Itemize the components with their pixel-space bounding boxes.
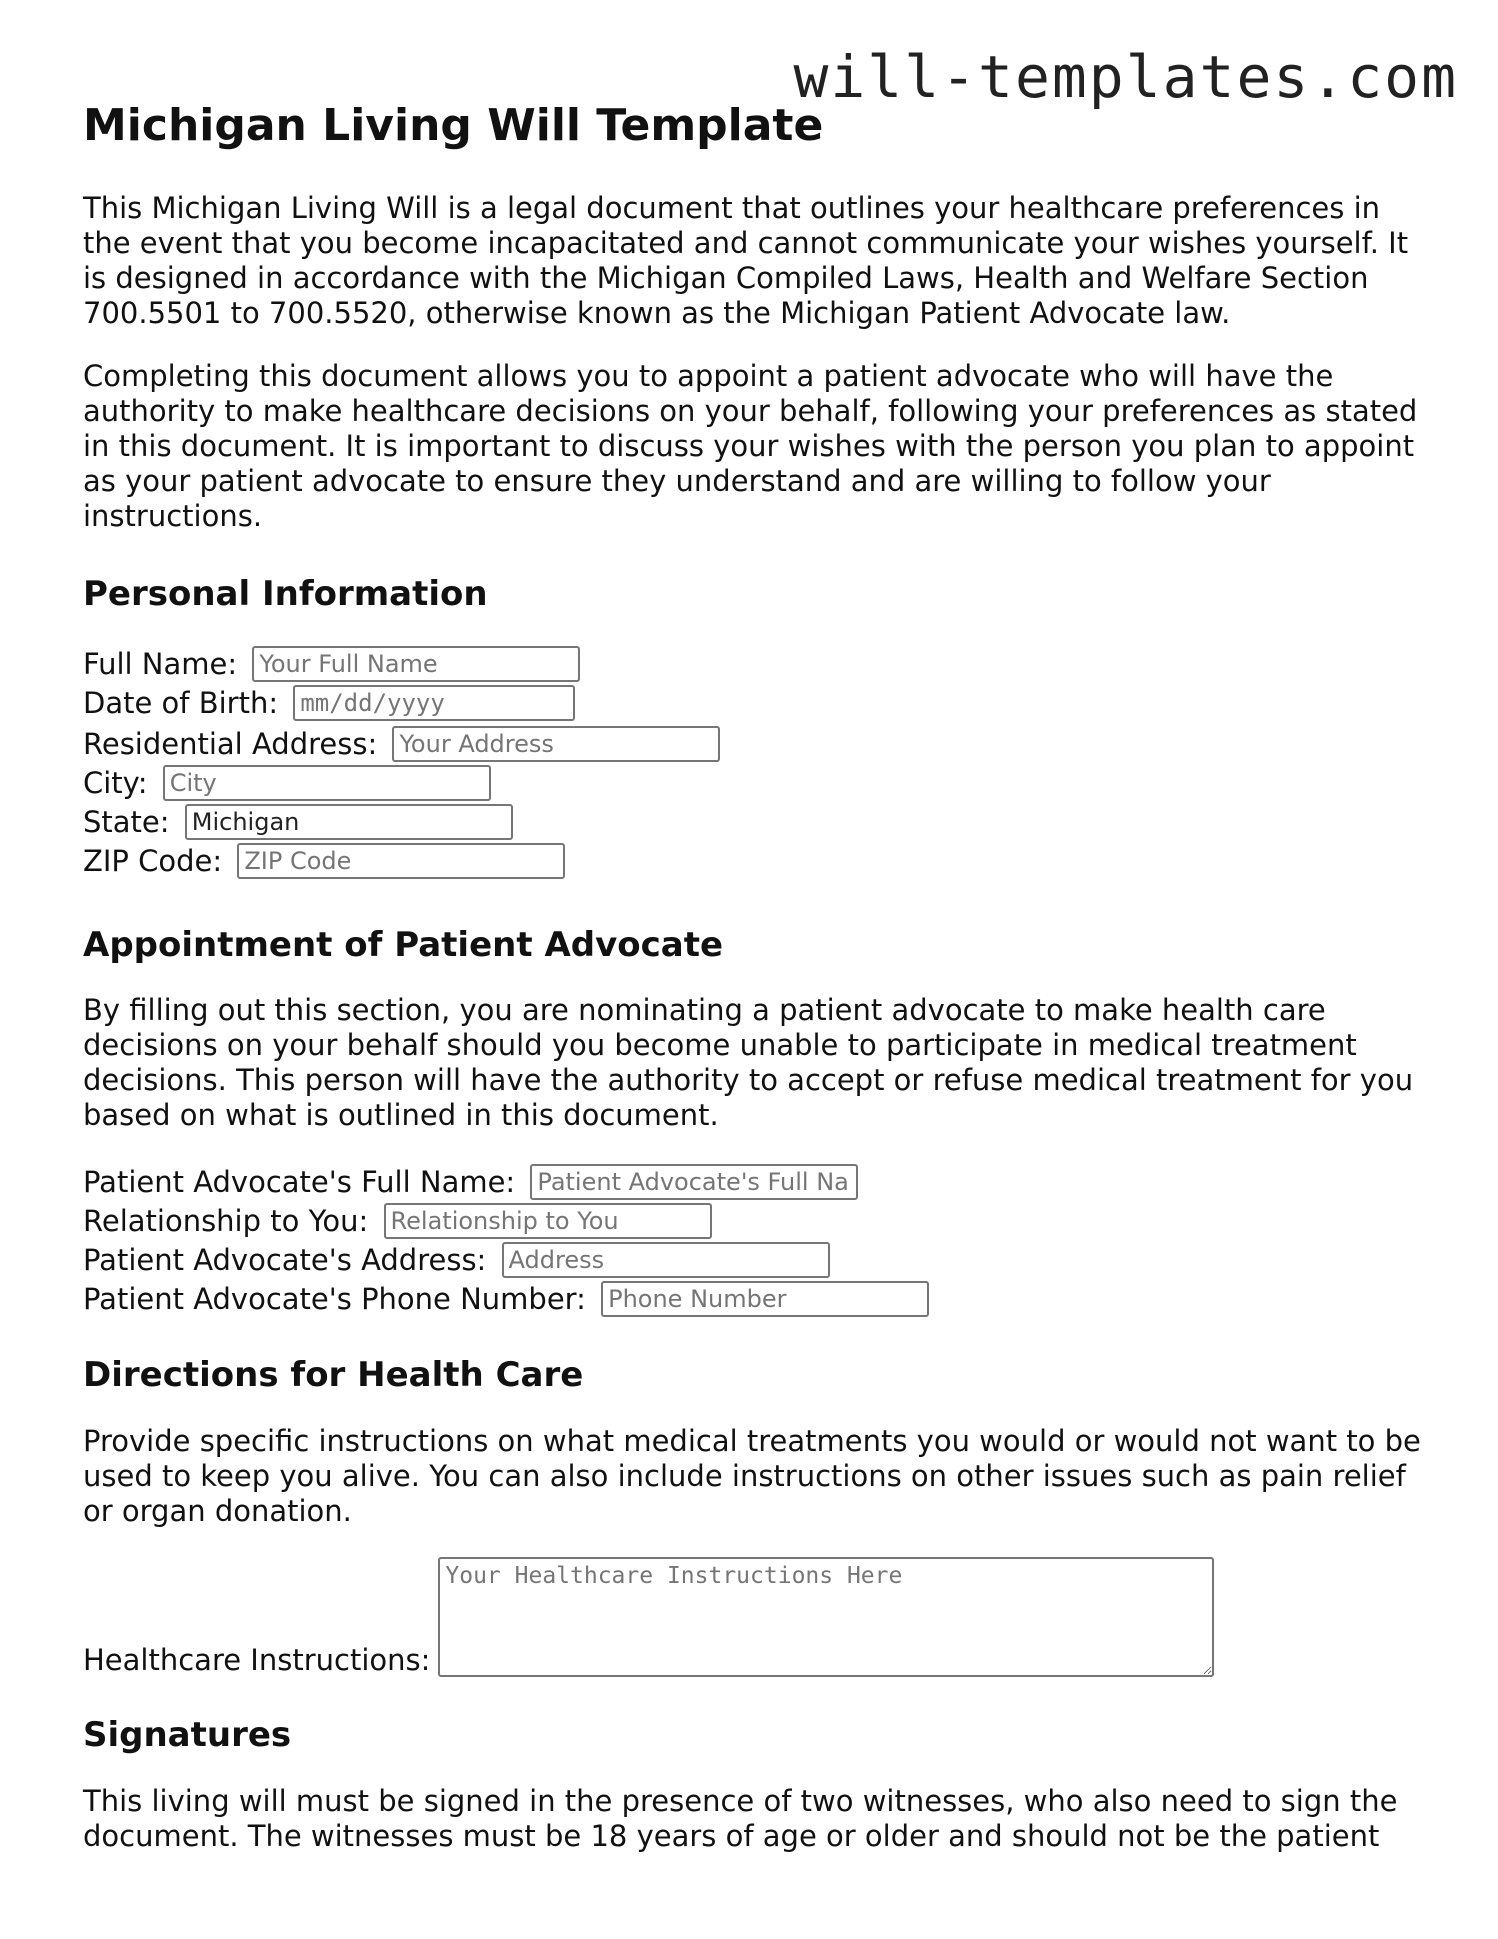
- city-row: [83, 762, 1423, 801]
- advocate-phone-label: Patient Advocate's Phone Number:: [83, 1282, 586, 1317]
- state-input[interactable]: [185, 804, 513, 840]
- address-label: Residential Address:: [83, 726, 378, 761]
- advocate-name-input[interactable]: [530, 1164, 858, 1200]
- directions-description: Provide specific instructions on what medical treatments you would or would not want to be used to keep you alive. You can also include instructions on other issues such as pain relief or organ donation.: [83, 1424, 1421, 1529]
- dob-label: Date of Birth:: [83, 685, 279, 720]
- advocate-phone-row: [83, 1278, 1423, 1317]
- relationship-input[interactable]: [384, 1203, 712, 1239]
- zip-row: [83, 840, 1423, 879]
- advocate-address-label: Patient Advocate's Address:: [83, 1243, 487, 1278]
- state-row: [83, 801, 1423, 840]
- advocate-address-input[interactable]: [502, 1242, 830, 1278]
- directions-heading: Directions for Health Care: [83, 1355, 584, 1396]
- city-label: City:: [83, 765, 148, 800]
- full-name-row: [83, 643, 1423, 682]
- advocate-fields: [83, 1161, 1423, 1317]
- relationship-row: [83, 1200, 1423, 1239]
- page-title: Michigan Living Will Template: [83, 100, 824, 151]
- intro-paragraph-1: This Michigan Living Will is a legal document that outlines your healthcare preferences in the event that you become incapacitated and cannot communicate your wishes yourself. It is designed in accordance with the Michigan Compiled Laws, Health and Welfare Section 700.5501 to 700.5520, otherwise known as the Michigan Patient Advocate law.: [83, 190, 1409, 330]
- healthcare-instructions-label: Healthcare Instructions:: [83, 1643, 431, 1678]
- healthcare-instructions-textarea[interactable]: [438, 1557, 1214, 1677]
- full-name-input[interactable]: [252, 646, 580, 682]
- dob-row: [83, 682, 1423, 723]
- signatures-heading: Signatures: [83, 1715, 292, 1756]
- document-body: [83, 100, 1423, 1882]
- watermark: will-templates.com: [793, 43, 1458, 111]
- relationship-label: Relationship to You:: [83, 1204, 369, 1239]
- advocate-name-label: Patient Advocate's Full Name:: [83, 1165, 516, 1200]
- advocate-phone-input[interactable]: [601, 1281, 929, 1317]
- intro-paragraph-2: Completing this document allows you to appoint a patient advocate who will have the authority to make healthcare decisions on your behalf, following your preferences as stated in this document. It is important to discuss your wishes with the person you plan to appoint as your patient advocate to ensure they understand and are willing to follow your instructions.: [83, 358, 1418, 533]
- city-input[interactable]: [163, 765, 491, 801]
- zip-label: ZIP Code:: [83, 843, 223, 878]
- personal-info-heading: Personal Information: [83, 573, 488, 614]
- advocate-name-row: [83, 1161, 1423, 1200]
- state-label: State:: [83, 804, 170, 839]
- zip-input[interactable]: [237, 843, 565, 879]
- signatures-description: This living will must be signed in the presence of two witnesses, who also need to sign the document. The witnesses must be 18 years of age or older and should not be the patient: [83, 1783, 1398, 1853]
- full-name-label: Full Name:: [83, 646, 238, 681]
- advocate-description: By filling out this section, you are nominating a patient advocate to make health care decisions on your behalf should you become unable to participate in medical treatment decisions. This person will have the authority to accept or refuse medical treatment for you based on what is outlined in this document.: [83, 993, 1414, 1133]
- advocate-address-row: [83, 1239, 1423, 1278]
- address-row: [83, 723, 1423, 762]
- dob-input[interactable]: [293, 685, 575, 721]
- advocate-heading: Appointment of Patient Advocate: [83, 924, 724, 965]
- personal-info-fields: [83, 643, 1423, 879]
- address-input[interactable]: [392, 726, 720, 762]
- healthcare-instructions-row: [83, 1557, 1423, 1677]
